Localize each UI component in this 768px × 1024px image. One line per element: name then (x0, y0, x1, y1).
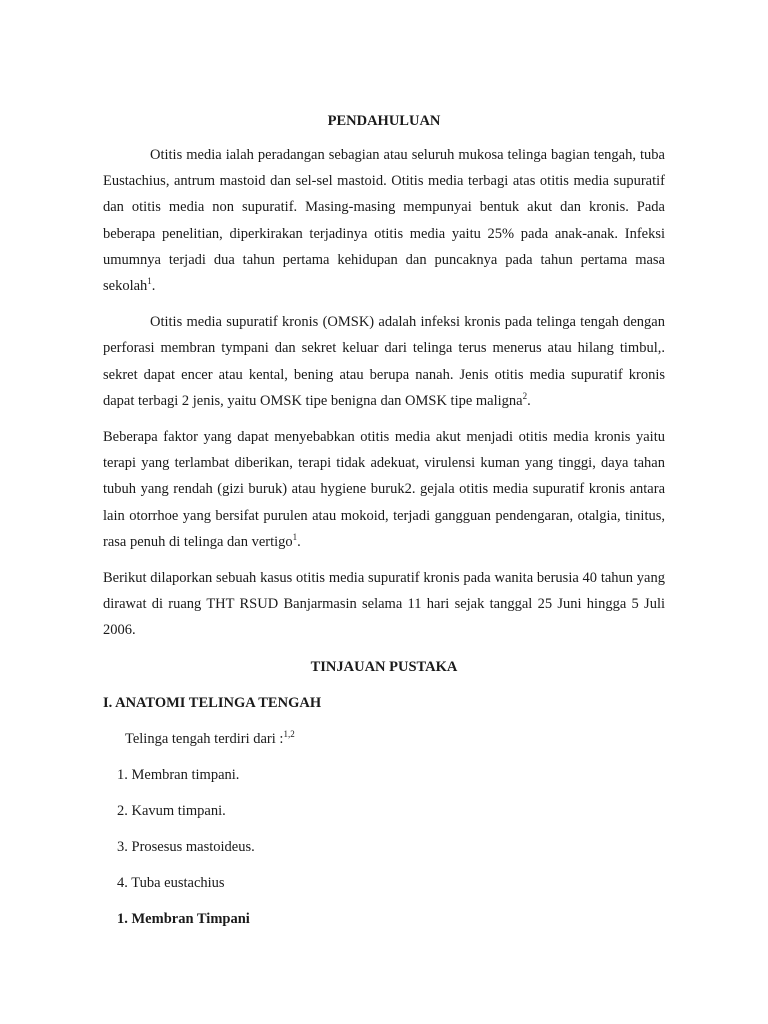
paragraph-4: Berikut dilaporkan sebuah kasus otitis media supuratif kronis pada wanita berusia 40 tahun yang dirawat di ruang THT RSUD Banjarmasin selama 11 hari sejak tanggal 25 Juni hingga 5 Juli 2006. (103, 570, 665, 639)
paragraph-1-text: Otitis media ialah peradangan sebagian atau seluruh mukosa telinga bagian tengah, tuba Eustachius, antrum mastoid dan sel-sel mastoid. Otitis media terbagi atas otitis media supuratif dan otitis media non supuratif. Masing-masing mempunyai bentuk akut dan kronis. Pada beberapa penelitian, diperkirakan terjadinya otitis media yaitu 25% pada anak-anak. Infeksi umumnya terjadi dua tahun pertama kehidupan dan puncaknya pada tahun pertama masa sekolah (103, 147, 665, 295)
list-item: 1. Membran timpani. (117, 766, 240, 783)
paragraph-1-end: . (151, 278, 156, 295)
subsection-title-membran-timpani: 1. Membran Timpani (117, 910, 250, 927)
list-intro-text: Telinga tengah terdiri dari : (125, 730, 284, 747)
citation-superscript: 2 (522, 391, 528, 401)
section-heading-pendahuluan: PENDAHULUAN (327, 113, 441, 129)
list-intro (125, 726, 665, 752)
citation-superscript: 1 (292, 532, 298, 543)
paragraph-3-text: Beberapa faktor yang dapat menyebabkan otitis media akut menjadi otitis media kronis yaitu terapi yang terlambat diberikan, terapi tidak adekuat, virulensi kuman yang tinggi, daya tahan tubuh yang rendah (gizi buruk) atau hygiene buruk2. gejala otitis media supuratif kronis antara lain otorrhoe yang bersifat purulen atau mokoid, terjadi gangguan pendengaran, otalgia, tinitus, rasa penuh di telinga dan vertigo (103, 429, 665, 550)
paragraph-3-end: . (297, 533, 301, 550)
list-item: 2. Kavum timpani. (117, 802, 226, 819)
section-title-anatomi: I. ANATOMI TELINGA TENGAH (103, 694, 322, 711)
paragraph-3 (103, 424, 665, 555)
paragraph-2 (103, 309, 665, 414)
citation-superscript: 1,2 (283, 728, 295, 739)
list-item: 3. Prosesus mastoideus. (117, 838, 255, 855)
page-content (103, 108, 665, 932)
list-item: 4. Tuba eustachius (117, 874, 225, 891)
paragraph-2-text: Otitis media supuratif kronis (OMSK) adalah infeksi kronis pada telinga tengah dengan perforasi membran tympani dan sekret keluar dari telinga terus menerus atau hilang timbul,. sekret dapat encer atau kental, bening atau berupa nanah. Jenis otitis media supuratif kronis dapat terbagi 2 jenis, yaitu OMSK tipe benigna dan OMSK tipe maligna (103, 314, 665, 409)
citation-superscript: 1 (147, 276, 152, 287)
section-heading-tinjauan-pustaka: TINJAUAN PUSTAKA (310, 658, 458, 675)
paragraph-1 (103, 142, 665, 299)
paragraph-2-end: . (527, 392, 531, 409)
